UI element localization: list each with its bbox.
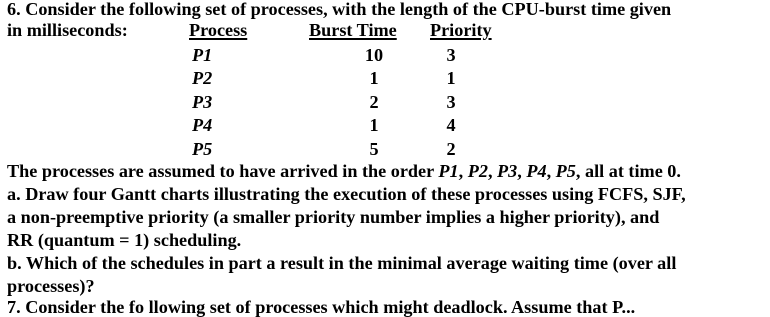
cell-burst: 2 — [369, 92, 379, 112]
arrival-p3: P3 — [497, 161, 518, 181]
cell-priority: 3 — [446, 92, 456, 112]
question-intro-line2: in milliseconds: — [7, 20, 128, 40]
cell-process: P2 — [192, 68, 213, 88]
part-b-line2: processes)? — [7, 276, 95, 296]
cell-priority: 3 — [446, 45, 456, 65]
cell-process: P5 — [192, 139, 213, 159]
cell-process: P3 — [192, 92, 213, 112]
cell-burst: 1 — [369, 68, 379, 88]
cell-burst: 1 — [369, 115, 379, 135]
header-priority: Priority — [430, 20, 492, 40]
part-a-line1: a. Draw four Gantt charts illustrating the execution of these processes using FCFS, SJF, — [7, 184, 686, 204]
question-intro-line1: 6. Consider the following set of processes, with the length of the CPU-burst time given — [7, 0, 672, 19]
cell-priority: 1 — [446, 68, 456, 88]
cell-process: P1 — [192, 45, 213, 65]
arrival-statement: The processes are assumed to have arrived in the order P1, P2, P3, P4, P5, all at time 0. — [7, 161, 681, 181]
header-burst-time: Burst Time — [309, 20, 397, 40]
part-b-line1: b. Which of the schedules in part a result in the minimal average waiting time (over all — [7, 253, 677, 273]
cell-burst: 5 — [369, 139, 379, 159]
part-c-partial: 7. Consider the fo llowing set of processes which might deadlock. Assume that P... — [7, 297, 636, 317]
part-a-line3: RR (quantum = 1) scheduling. — [7, 230, 242, 250]
arrival-pre: The processes are assumed to have arrived in the order — [7, 161, 439, 181]
arrival-p1: P1 — [438, 161, 459, 181]
cell-process: P4 — [192, 115, 213, 135]
part-a-line2: a non-preemptive priority (a smaller priority number implies a higher priority), and — [7, 207, 660, 227]
cell-priority: 2 — [446, 139, 456, 159]
arrival-p2: P2 — [467, 161, 488, 181]
arrival-p5: P5 — [555, 161, 576, 181]
arrival-post: , all at time 0. — [575, 161, 681, 181]
cell-burst: 10 — [364, 45, 384, 65]
header-process: Process — [189, 20, 248, 40]
arrival-p4: P4 — [526, 161, 547, 181]
cell-priority: 4 — [446, 115, 456, 135]
